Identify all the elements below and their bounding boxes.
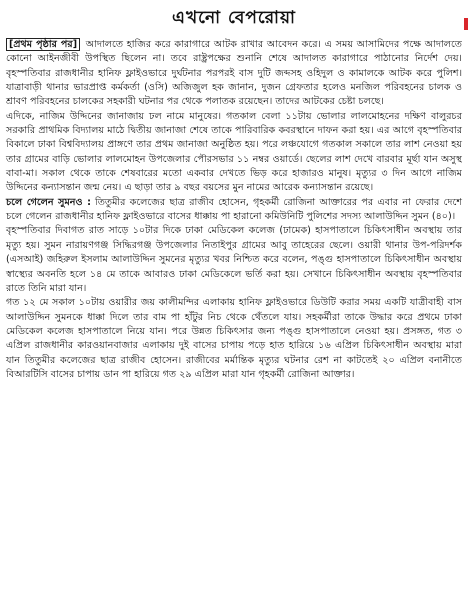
subheading-suman: চলে গেলেন সুমনও : bbox=[6, 196, 91, 208]
accent-rule bbox=[464, 18, 468, 30]
paragraph-3-text: তিতুমীর কলেজের ছাত্র রাজীব হোসেন, গৃহকর্মী রোজিনা আক্তারের পর এবার না ফেরার দেশে চলে গেলেন রাজধানীর হানিফ ফ্লাইওভারে বাসের ধাক্কায় পা হারানো কমিউনিটি পুলিশের সদস্য আলাউদ্দিন সুমন (৪০)। bbox=[6, 196, 463, 223]
paragraph-1 bbox=[6, 38, 462, 110]
paragraph-2: এদিকে, নাজিম উদ্দিনের জানাজায় ঢল নামে মানুষের। গতকাল বেলা ১১টায় ভোলার লালমোহনের দক্ষিণ বালুরচর সরকারি প্রাথমিক বিদ্যালয় মাঠে দ্বিতীয় জানাজা শেষে তাকে পারিবারিক কবরস্থানে দাফন করা হয়। এর আগে বৃহস্পতিবার বিকালে ঢাকা বিশ্ববিদ্যালয় প্রাঙ্গণে তার প্রথম জানাজা অনুষ্ঠিত হয়। পরে লঞ্চযোগে গতকাল সকালে তার লাশ নেওয়া হয় তার গ্রামের বাড়ি ভোলার লালমোহন উপজেলার পৌরসভার ১১ নম্বর ওয়ার্ডে। ছেলের লাশ দেখে বারবার মূর্ছা যান অসুস্থ বাবা-মা। সকাল থেকে তাকে শেষবারের মতো একবার দেখতে ভিড় করে হাজারও মানুষ। মৃত্যুর ৩ দিন আগে নাজিম উদ্দিনের কন্যাসন্তান জন্ম নেয়। এ ছাড়া তার ৯ বছর বয়সের মুন নামের আরেক কন্যাসন্তান রয়েছে। bbox=[6, 110, 462, 194]
headline-wrap bbox=[6, 0, 462, 38]
paragraph-1-text: আদালতে হাজির করে কারাগারে আটক রাখার আবেদন করে। এ সময় আসামিদের পক্ষে আদালতে কোনো আইনজীবী উপস্থিত ছিলেন না। তবে রাষ্ট্রপক্ষের শুনানি শেষে আদালত কারাগারে পাঠানোর নির্দেশ দেয়। বৃহস্পতিবার রাজধানীর হানিফ ফ্লাইওভারে দুর্ঘটনার পরপরই বাস দুটি জব্দসহ ওহিদুল ও কামালকে আটক করে পুলিশ। যাত্রাবাড়ী থানার ভারপ্রাপ্ত কর্মকর্তা (ওসি) অজিজুল হক জানান, দুজন গ্রেফতার হলেও মনজিল পরিবহনের চালক ও শ্রাবণ পরিবহনের চালকের সহকারী ঘটনার পর থেকে পলাতক রয়েছেন। তাদের আটকের চেষ্টা চলছে। bbox=[6, 39, 462, 108]
paragraph-3 bbox=[6, 196, 462, 225]
paragraph-4: বৃহস্পতিবার দিবাগত রাত সাড়ে ১০টার দিকে ঢাকা মেডিকেল কলেজ (ঢামেক) হাসপাতালে চিকিৎসাধীন অবস্থায় তার মৃত্যু হয়। সুমন নারায়ণগঞ্জ সিদ্ধিরগঞ্জ উপজেলার নিতাইপুর গ্রামের আবু তাহেরের ছেলে। ওয়ারী থানার উপ-পরিদর্শক (এসআই) জহিরুল ইসলাম আলাউদ্দিন সুমনের মৃত্যুর খবর নিশ্চিত করে বলেন, পঙ্গু হাসপাতালে চিকিৎসাধীন অবস্থায় স্বাস্থ্যের অবনতি হলে ১৪ মে তাকে আবারও ঢাকা মেডিকেলে ভর্তি করা হয়। সেখানে চিকিৎসাধীন অবস্থায় বৃহস্পতিবার রাতে তিনি মারা যান। bbox=[6, 225, 462, 294]
continued-from-tag: [প্রথম পৃষ্ঠার পর] bbox=[6, 38, 80, 51]
paragraph-5: গত ১২ মে সকাল ১০টায় ওয়ারীর জয় কালীমন্দির এলাকায় হানিফ ফ্লাইওভারে ডিউটি করার সময় একটি যাত্রীবাহী বাস আলাউদ্দিন সুমনকে ধাক্কা দিলে তার বাম পা হাঁটুর নিচ থেকে থেঁতলে যায়। সহকর্মীরা তাকে উদ্ধার করে প্রথমে ঢাকা মেডিকেল কলেজ হাসপাতালে নিয়ে যান। পরে উন্নত চিকিৎসার জন্য পঙ্গু হাসপাতালে নেওয়া হয়। প্রসঙ্গত, গত ৩ এপ্রিল রাজধানীর কারওয়ানবাজার এলাকায় দুই বাসের চাপায় পড়ে হাত হারিয়ে ১৬ এপ্রিল চিকিৎসাধীন অবস্থায় মারা যান তিতুমীর কলেজের ছাত্র রাজীব হোসেন। রাজীবের মর্মান্তিক মৃত্যুর ঘটনার রেশ না কাটতেই ২০ এপ্রিল বনানীতে বিআরটিসি বাসের চাপায় ডান পা হারিয়ে গত ২৯ এপ্রিল মারা যান গৃহকর্মী রোজিনা আক্তার। bbox=[6, 297, 462, 380]
article-body bbox=[6, 38, 462, 382]
headline: এখনো বেপরোয়া bbox=[172, 8, 296, 28]
